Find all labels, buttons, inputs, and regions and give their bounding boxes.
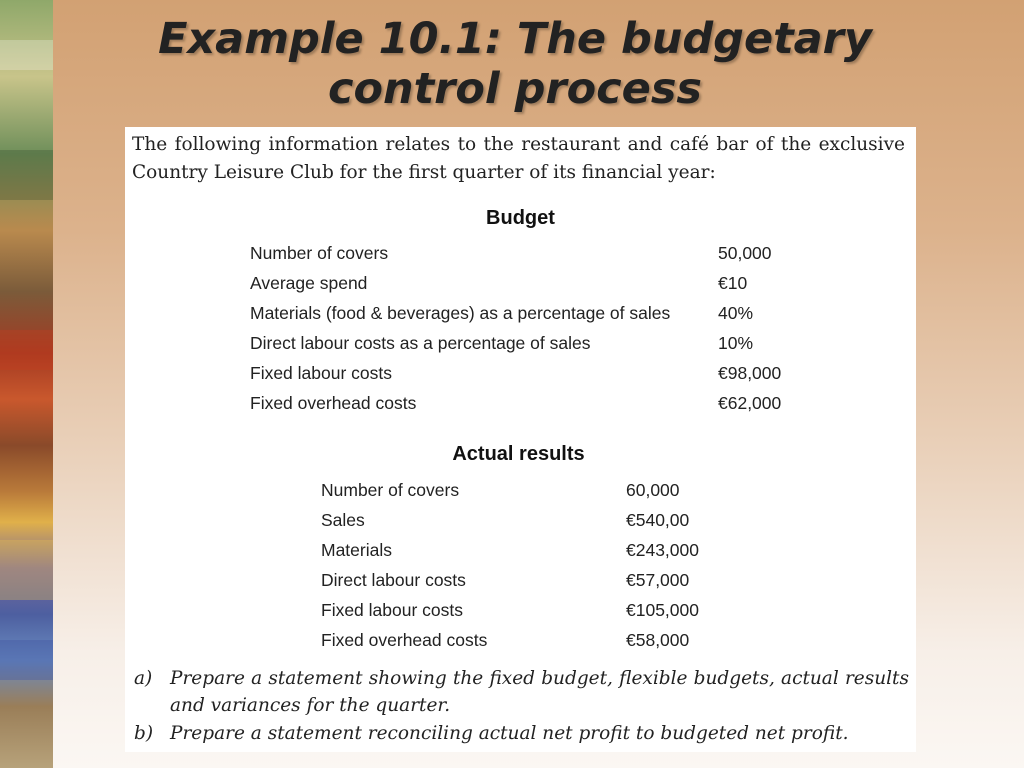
table-row [321,510,741,540]
row-value: 50,000 [718,243,772,263]
row-label: Direct labour costs [321,570,466,590]
row-value: €105,000 [626,600,699,620]
row-label: Fixed overhead costs [250,393,417,413]
table-row [250,303,810,333]
table-row [321,630,741,660]
table-row [250,243,810,273]
row-value: 40% [718,303,754,323]
example-content-panel [125,127,916,752]
row-label: Materials [321,540,392,560]
row-label: Sales [321,510,365,530]
intro-paragraph: The following information relates to the restaurant and café bar of the exclusive Country Leisure Club for the first quarter of its financial year: [132,134,905,183]
row-value: €62,000 [718,393,782,413]
table-row [321,600,741,630]
actual-results-heading: Actual results [452,443,585,465]
table-row [321,480,741,510]
row-label: Fixed overhead costs [321,630,488,650]
slide-title-line-2: control process [327,64,703,114]
row-label: Direct labour costs as a percentage of sales [250,333,591,353]
table-row [321,570,741,600]
row-value: €243,000 [626,540,699,560]
row-value: €58,000 [626,630,690,650]
question-marker: b) [134,723,154,744]
table-row [250,393,810,423]
question-text: Prepare a statement showing the fixed budget, flexible budgets, actual results and variances for the quarter. [170,668,909,716]
row-value: €10 [718,273,748,293]
question-marker: a) [134,668,153,689]
budget-heading: Budget [486,207,555,229]
row-label: Average spend [250,273,368,293]
row-value: €98,000 [718,363,782,383]
row-value: 10% [718,333,754,353]
question-b [134,720,909,748]
question-text: Prepare a statement reconciling actual net profit to budgeted net profit. [170,723,849,744]
table-row [321,540,741,570]
slide-title [60,14,970,114]
row-value: €57,000 [626,570,690,590]
row-label: Number of covers [321,480,460,500]
table-row [250,273,810,303]
question-a [134,665,909,721]
row-label: Materials (food & beverages) as a percentage of sales [250,303,671,323]
row-label: Fixed labour costs [321,600,464,620]
row-value: €540,00 [626,510,690,530]
slide-title-line-1: Example 10.1: The budgetary [158,14,872,64]
row-label: Number of covers [250,243,389,263]
decorative-banknote-strip [0,0,53,768]
table-row [250,333,810,363]
row-value: 60,000 [626,480,680,500]
row-label: Fixed labour costs [250,363,393,383]
table-row [250,363,810,393]
